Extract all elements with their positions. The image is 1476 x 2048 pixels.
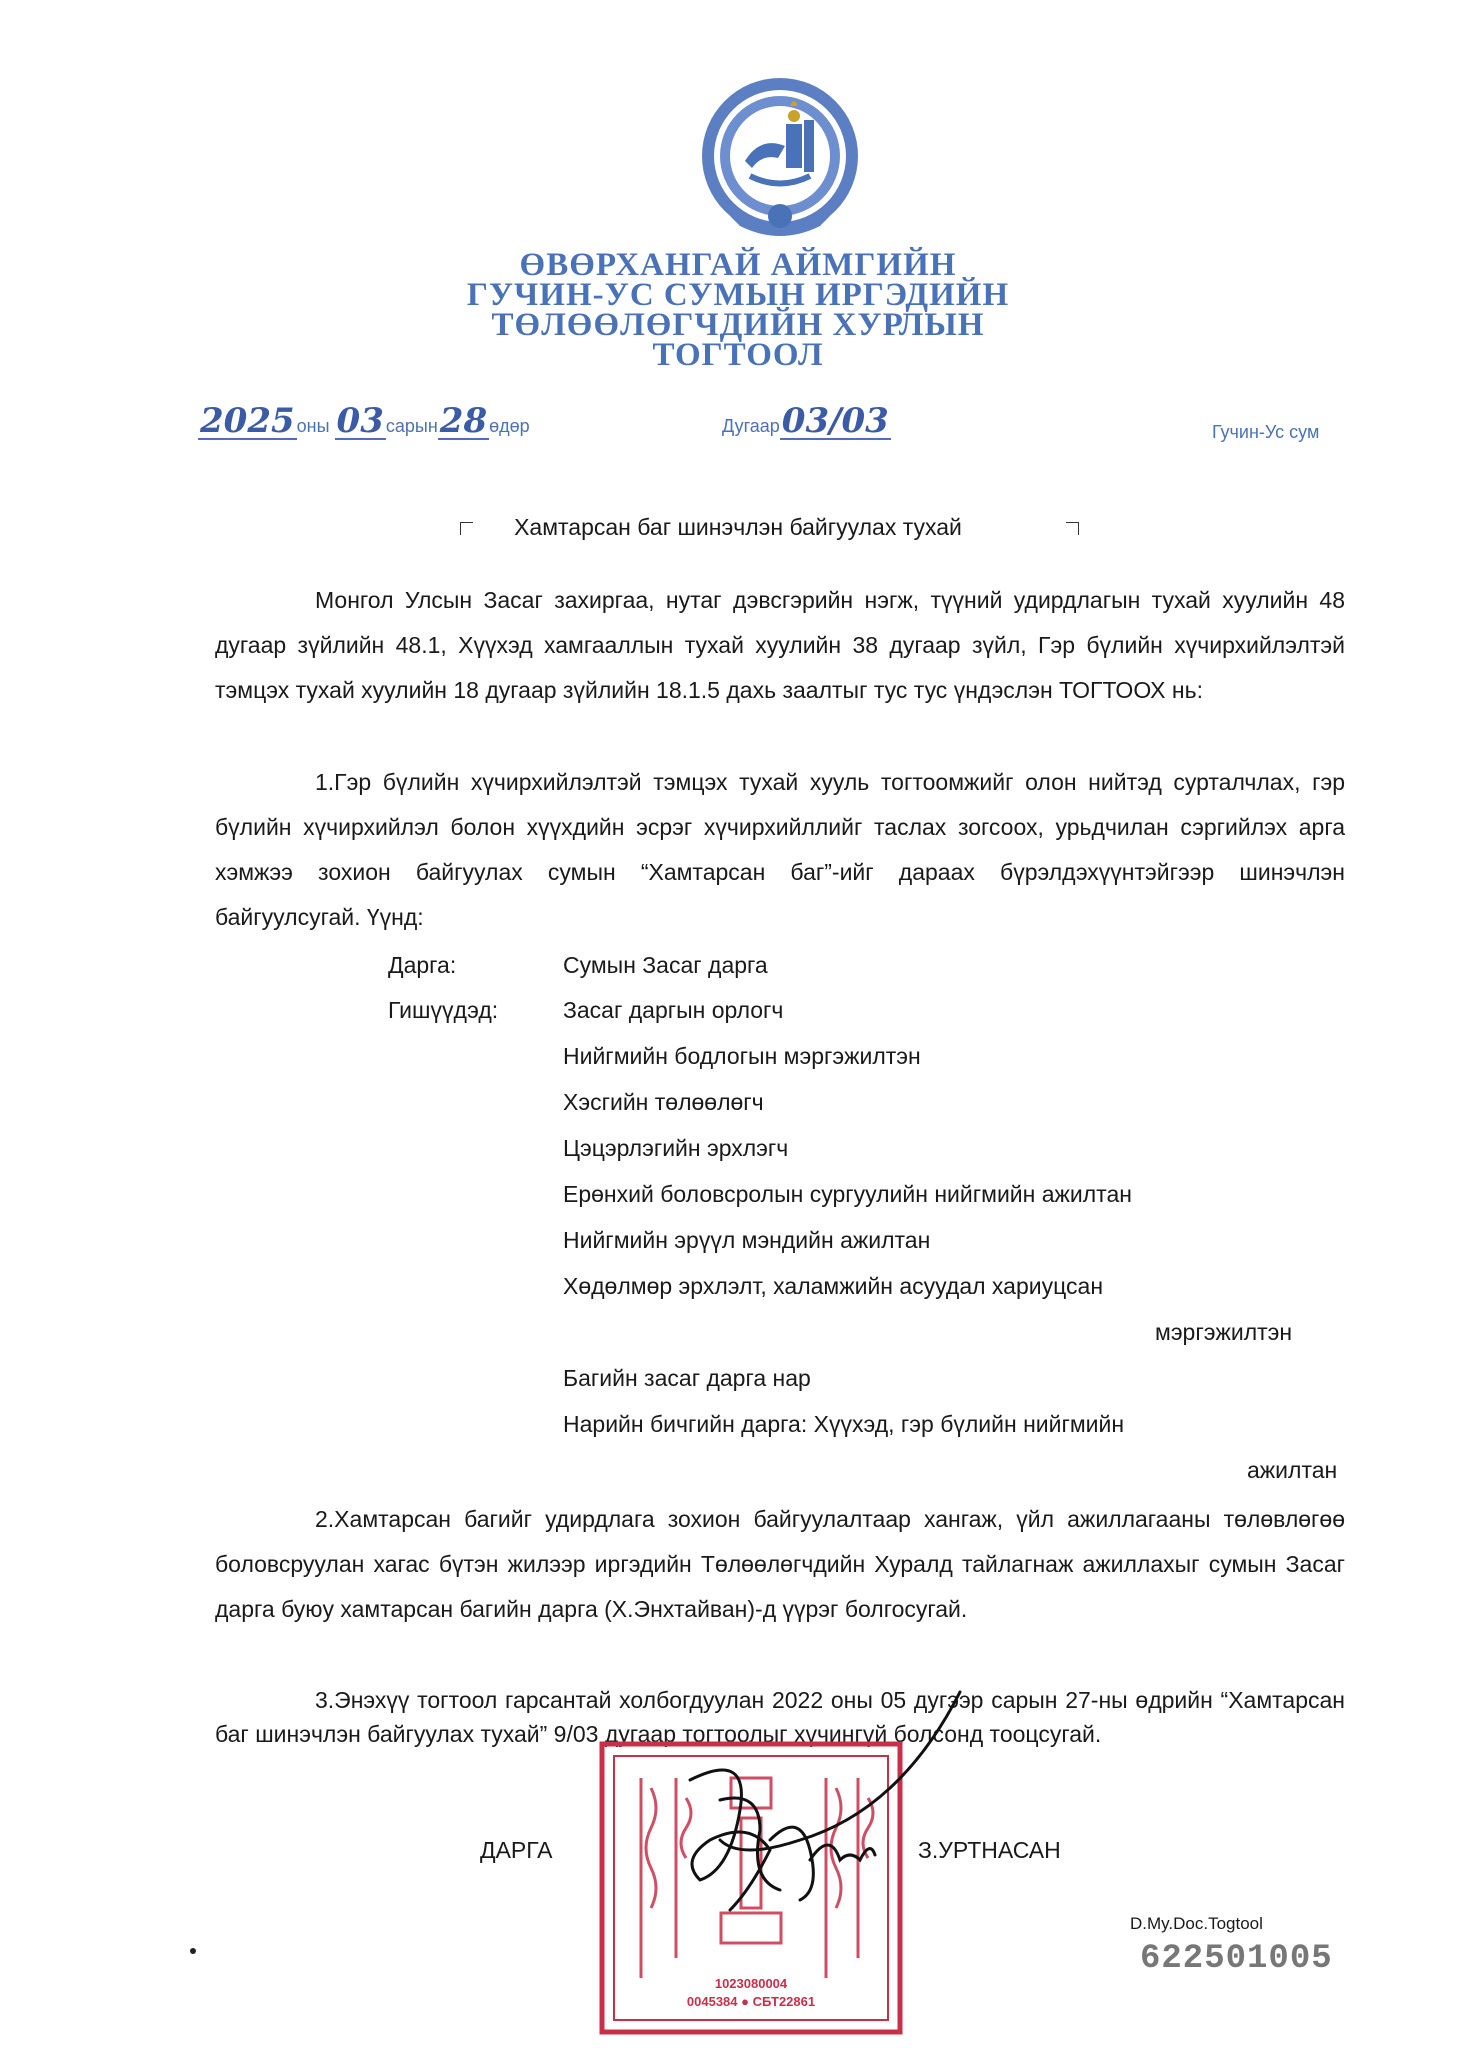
ink-dot — [190, 1948, 196, 1954]
member-item: Нийгмийн эрүүл мэндийн ажилтан — [563, 1227, 931, 1253]
chair-label: Дарга: — [388, 952, 457, 978]
member-item: Хэсгийн төлөөлөгч — [563, 1089, 764, 1115]
members-label: Гишүүдэд: — [388, 997, 499, 1023]
member-item-continuation: мэргэжилтэн — [1155, 1319, 1293, 1345]
item-1-paragraph: 1.Гэр бүлийн хүчирхийлэлтэй тэмцэх тухай хууль тогтоомжийг олон нийтэд сурталчлах, гэр бүлийн хүчирхийлэл болон хүүхдийн эсрэг хүчирхийллийг таслах зогсоох, урьдчилан сэргийлэх арга хэмжээ зохион байгуулах сумын “Хамтарсан баг”-ийг дараах бүрэлдэхүүнтэйгээр шинэчлэн байгуулсугай. Үүнд: — [215, 769, 1345, 930]
member-item: Хөдөлмөр эрхлэлт, халамжийн асуудал хариуцсан — [563, 1273, 1104, 1299]
preamble-paragraph: Монгол Улсын Засаг захиргаа, нутаг дэвсгэрийн нэгж, түүний удирдлагын тухай хуулийн 48 дугаар зүйлийн 48.1, Хүүхэд хамгааллын тухай хуулийн 38 дугаар зүйл, Гэр бүлийн хүчирхийлэлтэй тэмцэх тухай хуулийн 18 дугаар зүйлийн 18.1.5 дахь заалтыг тус тус үндэслэн ТОГТООХ нь: — [215, 587, 1345, 703]
member-item: Нийгмийн бодлогын мэргэжилтэн — [563, 1043, 921, 1069]
header-line-2: ГУЧИН-УС СУМЫН ИРГЭДИЙН — [466, 277, 1010, 313]
number-label: Дугаар — [722, 416, 780, 436]
secretary-line: Нарийн бичгийн дарга: Хүүхэд, гэр бүлийн нийгмийн — [563, 1411, 1125, 1437]
document-number: 622501005 — [1140, 1940, 1333, 1978]
handwritten-signature — [660, 1690, 980, 1930]
date-year: 2025 — [200, 401, 295, 441]
secretary-continuation: ажилтан — [1247, 1457, 1338, 1483]
subject-title: Хамтарсан баг шинэчлэн байгуулах тухай — [514, 514, 962, 540]
item-3-paragraph: 3.Энэхүү тогтоол гарсантай холбогдуулан 2022 оны 05 дугээр сарын 27-ны өдрийн “Хамтарсан баг шинэчлэн байгуулах тухай” 9/03 дугаар тогтоолыг хүчингүй болсонд тооцсугай. — [215, 1687, 1345, 1747]
date-day-suffix: өдөр — [489, 416, 530, 436]
stamp-line-1: 1023080004 — [714, 1976, 788, 1991]
document-id: D.My.Doc.Togtool — [1130, 1914, 1263, 1933]
signature-name: З.УРТНАСАН — [918, 1837, 1061, 1863]
place-label: Гучин-Ус сум — [1212, 422, 1320, 442]
header-line-1: ӨВӨРХАНГАЙ АЙМГИЙН — [519, 247, 957, 283]
date-day: 28 — [439, 401, 488, 441]
number-line — [722, 401, 891, 441]
member-item: Засаг даргын орлогч — [563, 997, 784, 1023]
chair-value: Сумын Засаг дарга — [563, 952, 768, 978]
date-year-suffix: оны — [296, 416, 330, 436]
member-item: Багийн засаг дарга нар — [563, 1365, 811, 1391]
date-month-suffix: сарын — [385, 416, 438, 436]
subject-right-corner — [1066, 522, 1079, 535]
state-emblem-icon — [690, 76, 870, 242]
item-2-paragraph: 2.Хамтарсан багийг удирдлага зохион байгуулалтаар хангаж, үйл ажиллагааны төлөвлөгөө боловсруулан хагас бүтэн жилээр иргэдийн Төлөөлөгчдийн Хуралд тайлагнаж ажиллахыг сумын Засаг дарга буюу хамтарсан багийн дарга (Х.Энхтайван)-д үүрэг болгосугай. — [215, 1506, 1345, 1622]
date-line — [198, 401, 530, 441]
member-item: Цэцэрлэгийн эрхлэгч — [563, 1135, 789, 1161]
signature-title: ДАРГА — [480, 1837, 553, 1863]
resolution-number: 03/03 — [781, 401, 889, 441]
header-line-4: ТОГТООЛ — [652, 337, 824, 373]
stamp-line-2: 0045384 ● СБТ22861 — [686, 1994, 816, 2009]
member-item: Ерөнхий боловсролын сургуулийн нийгмийн ажилтан — [563, 1181, 1132, 1207]
date-month: 03 — [336, 401, 384, 441]
header-line-3: ТӨЛӨӨЛӨГЧДИЙН ХУРЛЫН — [491, 307, 985, 343]
